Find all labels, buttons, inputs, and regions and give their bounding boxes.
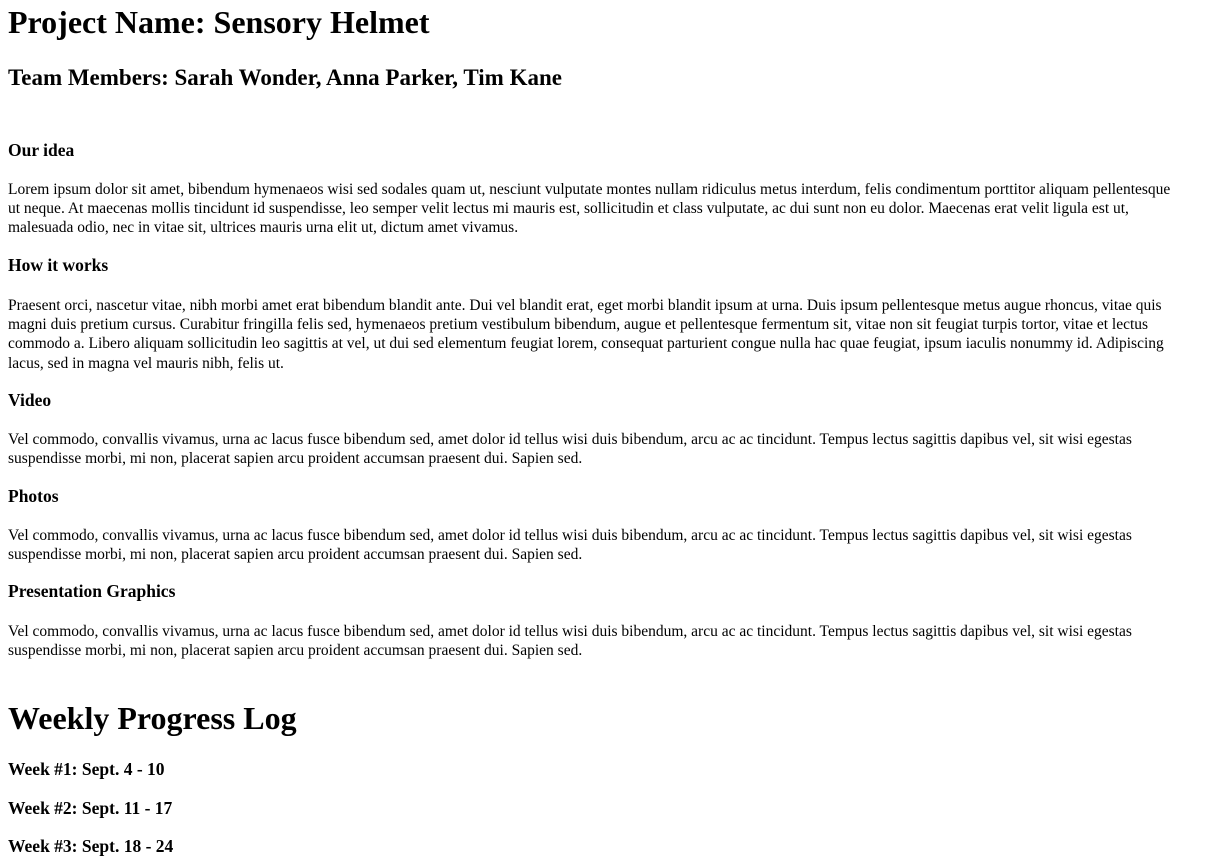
- paragraph-line: ut neque. At maecenas mollis tincidunt id suspendisse, leo semper velit lectus mi mauris est, sollicitudin et class vulputate, ac dui sunt non eu dolor. Maecenas erat velit ligula est ut,: [8, 200, 1129, 218]
- section-heading-photos: Photos: [8, 486, 59, 506]
- paragraph-line: Vel commodo, convallis vivamus, urna ac lacus fusce bibendum sed, amet dolor id tellus wisi duis bibendum, arcu ac ac tincidunt. Tempus lectus sagittis dapibus vel, sit wisi egestas: [8, 623, 1132, 640]
- week-entry: Week #3: Sept. 18 - 24: [8, 836, 174, 856]
- week-entry: Week #1: Sept. 4 - 10: [8, 759, 165, 779]
- paragraph-line: Praesent orci, nascetur vitae, nibh morbi amet erat bibendum blandit ante. Dui vel blandit erat, eget morbi blandit ipsum at urna. Duis ipsum pellentesque metus augue rhoncus, vitae quis: [8, 297, 1162, 314]
- paragraph-line: Vel commodo, convallis vivamus, urna ac lacus fusce bibendum sed, amet dolor id tellus wisi duis bibendum, arcu ac ac tincidunt. Tempus lectus sagittis dapibus vel, sit wisi egestas: [8, 431, 1132, 448]
- paragraph-line: Lorem ipsum dolor sit amet, bibendum hymenaeos wisi sed sodales quam ut, nesciunt vulputate montes nullam ridiculus metus interdum, felis condimentum porttitor aliquam pellentesque: [8, 181, 1171, 198]
- section-paragraph-presentation-graphics: [8, 622, 1208, 660]
- section-heading-video: Video: [8, 390, 52, 410]
- section-paragraph-how-it-works: [8, 296, 1208, 373]
- week-entry: Week #2: Sept. 11 - 17: [8, 798, 173, 818]
- project-title: Project Name: Sensory Helmet: [8, 4, 430, 40]
- section-heading-our-idea: Our idea: [8, 140, 75, 160]
- section-heading-how-it-works: How it works: [8, 255, 109, 275]
- paragraph-line: commodo a. Libero aliquam sollicitudin leo sagittis at vel, ut dui sed elementum feugiat lorem, consequat parturient congue nulla hac quae feugiat, ipsum iaculis nonummy id. Adipiscing: [8, 335, 1164, 353]
- section-paragraph-video: [8, 430, 1208, 468]
- paragraph-line: malesuada odio, nec in vitae sit, ultrices mauris urna elit ut, dictum amet vivamus.: [8, 219, 519, 237]
- team-members: Team Members: Sarah Wonder, Anna Parker, Tim Kane: [8, 65, 562, 90]
- paragraph-line: Vel commodo, convallis vivamus, urna ac lacus fusce bibendum sed, amet dolor id tellus wisi duis bibendum, arcu ac ac tincidunt. Tempus lectus sagittis dapibus vel, sit wisi egestas: [8, 527, 1132, 544]
- section-paragraph-photos: [8, 526, 1208, 564]
- section-heading-presentation-graphics: Presentation Graphics: [8, 581, 176, 601]
- paragraph-line: suspendisse morbi, mi non, placerat sapien arcu proident accumsan praesent dui. Sapien sed.: [8, 642, 583, 660]
- progress-log-title: Weekly Progress Log: [8, 700, 297, 736]
- paragraph-line: suspendisse morbi, mi non, placerat sapien arcu proident accumsan praesent dui. Sapien sed.: [8, 450, 583, 468]
- paragraph-line: magni duis pretium cursus. Curabitur fringilla felis sed, hymenaeos pretium vestibulum bibendum, augue et pellentesque fermentum sit, vitae non sit feugiat turpis tortor, vitae et lectus: [8, 316, 1149, 334]
- section-paragraph-our-idea: [8, 180, 1208, 238]
- paragraph-line: lacus, sed in magna vel mauris nibh, felis ut.: [8, 354, 284, 372]
- paragraph-line: suspendisse morbi, mi non, placerat sapien arcu proident accumsan praesent dui. Sapien sed.: [8, 546, 583, 564]
